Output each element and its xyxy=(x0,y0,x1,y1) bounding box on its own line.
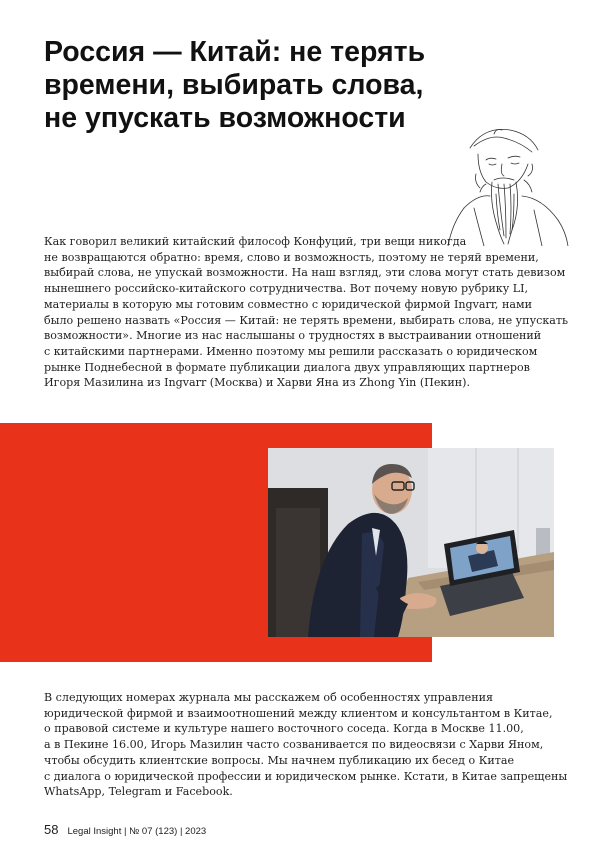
intro-line: не возвращаются обратно: время, слово и возможность, поэтому не теряй времени, xyxy=(44,250,539,264)
confucius-illustration xyxy=(434,124,570,246)
intro-line: было решено назвать «Россия — Китай: не терять времени, выбирать слова, не упускать xyxy=(44,313,569,327)
intro-line: возможности». Многие из нас наслышаны о трудностях в выстраивании отношений xyxy=(44,329,542,343)
page-number: 58 xyxy=(44,822,59,837)
intro-paragraph xyxy=(44,234,574,391)
outro-line: В следующих номерах журнала мы расскажем об особенностях управления xyxy=(44,691,493,704)
title-line: не упускать возможности xyxy=(44,102,406,134)
outro-line: а в Пекине 16.00, Игорь Мазилин часто созванивается по видеосвязи с Харви Яном, xyxy=(44,738,544,752)
publication-info: Legal Insight | № 07 (123) | 2023 xyxy=(67,826,207,837)
video-call-photo xyxy=(268,448,554,637)
outro-line: с диалога о юридической профессии и юридическом рынке. Кстати, в Китае запрещены xyxy=(44,769,568,783)
article-title xyxy=(44,36,484,135)
intro-line: Игоря Мазилина из Ingvarr (Москва) и Харви Яна из Zhong Yin (Пекин). xyxy=(44,376,470,390)
outro-line: о правовой системе и культуре нашего восточного соседа. Когда в Москве 11.00, xyxy=(44,722,524,736)
title-line: Россия — Китай: не терять xyxy=(44,36,426,68)
intro-line: выбирай слова, не упускай возможности. На наш взгляд, эти слова могут стать девизом xyxy=(44,266,566,280)
outro-line: WhatsApp, Telegram и Facebook. xyxy=(44,785,233,799)
outro-paragraph xyxy=(44,690,574,800)
outro-line: юридической фирмой и взаимоотношений между клиентом и консультантом в Китае, xyxy=(44,706,553,720)
intro-line: нынешнего российско-китайского сотрудничества. Вот почему новую рубрику LI, xyxy=(44,282,529,296)
page-footer xyxy=(44,822,206,837)
intro-line: рынке Поднебесной в формате публикации диалога двух управляющих партнеров xyxy=(44,360,530,374)
outro-line: чтобы обсудить клиентские вопросы. Мы начнем публикацию их бесед о Китае xyxy=(44,753,515,767)
title-line: времени, выбирать слова, xyxy=(44,69,424,101)
intro-line: с китайскими партнерами. Именно поэтому мы решили рассказать о юридическом xyxy=(44,344,538,358)
intro-line: материалы в которую мы готовим совместно с юридической фирмой Ingvarr, нами xyxy=(44,297,532,311)
intro-line: Как говорил великий китайский философ Конфуций, три вещи никогда xyxy=(44,235,467,248)
